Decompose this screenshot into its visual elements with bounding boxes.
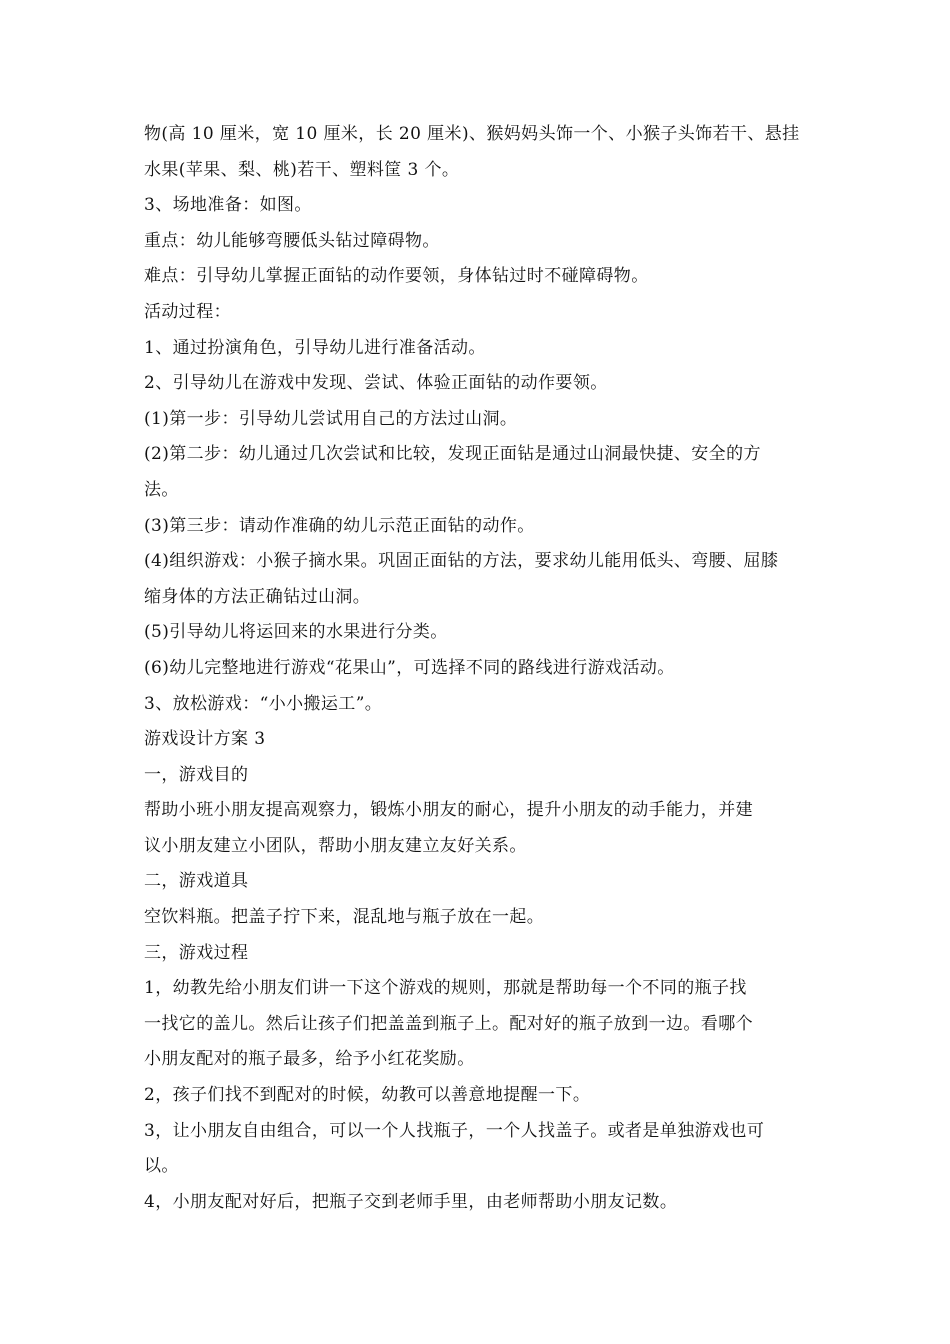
text-line: 1、通过扮演角色，引导幼儿进行准备活动。 [144,337,486,358]
section-title: 游戏设计方案 3 [144,729,266,750]
text-line: 难点：引导幼儿掌握正面钻的动作要领，身体钻过时不碰障碍物。 [144,266,649,287]
text-line: 物(高 10 厘米，宽 10 厘米，长 20 厘米)、猴妈妈头饰一个、小猴子头饰若干、悬挂 [144,124,800,144]
section-heading: 一，游戏目的 [144,764,249,785]
text-line: 缩身体的方法正确钻过山洞。 [144,586,371,607]
section-heading: 二，游戏道具 [144,871,249,892]
text-line: (2)第二步：幼儿通过几次尝试和比较，发现正面钻是通过山洞最快捷、安全的方 [144,444,761,465]
text-line: 4，小朋友配对好后，把瓶子交到老师手里，由老师帮助小朋友记数。 [144,1191,678,1212]
text-line: 帮助小班小朋友提高观察力，锻炼小朋友的耐心，提升小朋友的动手能力，并建 [144,800,753,821]
text-line: (6)幼儿完整地进行游戏“花果山”，可选择不同的路线进行游戏活动。 [144,657,675,678]
text-line: 小朋友配对的瓶子最多，给予小红花奖励。 [144,1049,475,1070]
text-line: 空饮料瓶。把盖子拧下来，混乱地与瓶子放在一起。 [144,907,545,928]
section-heading: 三，游戏过程 [144,942,249,963]
text-line: 2、引导幼儿在游戏中发现、尝试、体验正面钻的动作要领。 [144,373,608,394]
text-line: 3、场地准备：如图。 [144,195,312,216]
text-line: (3)第三步：请动作准确的幼儿示范正面钻的动作。 [144,515,535,536]
text-line: 3、放松游戏：“小小搬运工”。 [144,693,383,714]
text-line: 3，让小朋友自由组合，可以一个人找瓶子，一个人找盖子。或者是单独游戏也可 [144,1120,765,1141]
text-line: 以。 [144,1156,179,1177]
text-line: (1)第一步：引导幼儿尝试用自己的方法过山洞。 [144,408,518,429]
text-line: (5)引导幼儿将运回来的水果进行分类。 [144,622,448,643]
text-line: 2，孩子们找不到配对的时候，幼教可以善意地提醒一下。 [144,1085,591,1106]
text-line: (4)组织游戏：小猴子摘水果。巩固正面钻的方法，要求幼儿能用低头、弯腰、屈膝 [144,551,779,572]
text-line: 1，幼教先给小朋友们讲一下这个游戏的规则，那就是帮助每一个不同的瓶子找 [144,978,747,999]
section-heading: 活动过程： [144,301,231,322]
text-line: 水果(苹果、梨、桃)若干、塑料筐 3 个。 [144,159,460,180]
text-line: 重点：幼儿能够弯腰低头钻过障碍物。 [144,230,440,251]
text-line: 一找它的盖儿。然后让孩子们把盖盖到瓶子上。配对好的瓶子放到一边。看哪个 [144,1013,753,1034]
text-line: 议小朋友建立小团队，帮助小朋友建立友好关系。 [144,835,527,856]
document-body [144,117,810,1220]
text-line: 法。 [144,479,179,500]
